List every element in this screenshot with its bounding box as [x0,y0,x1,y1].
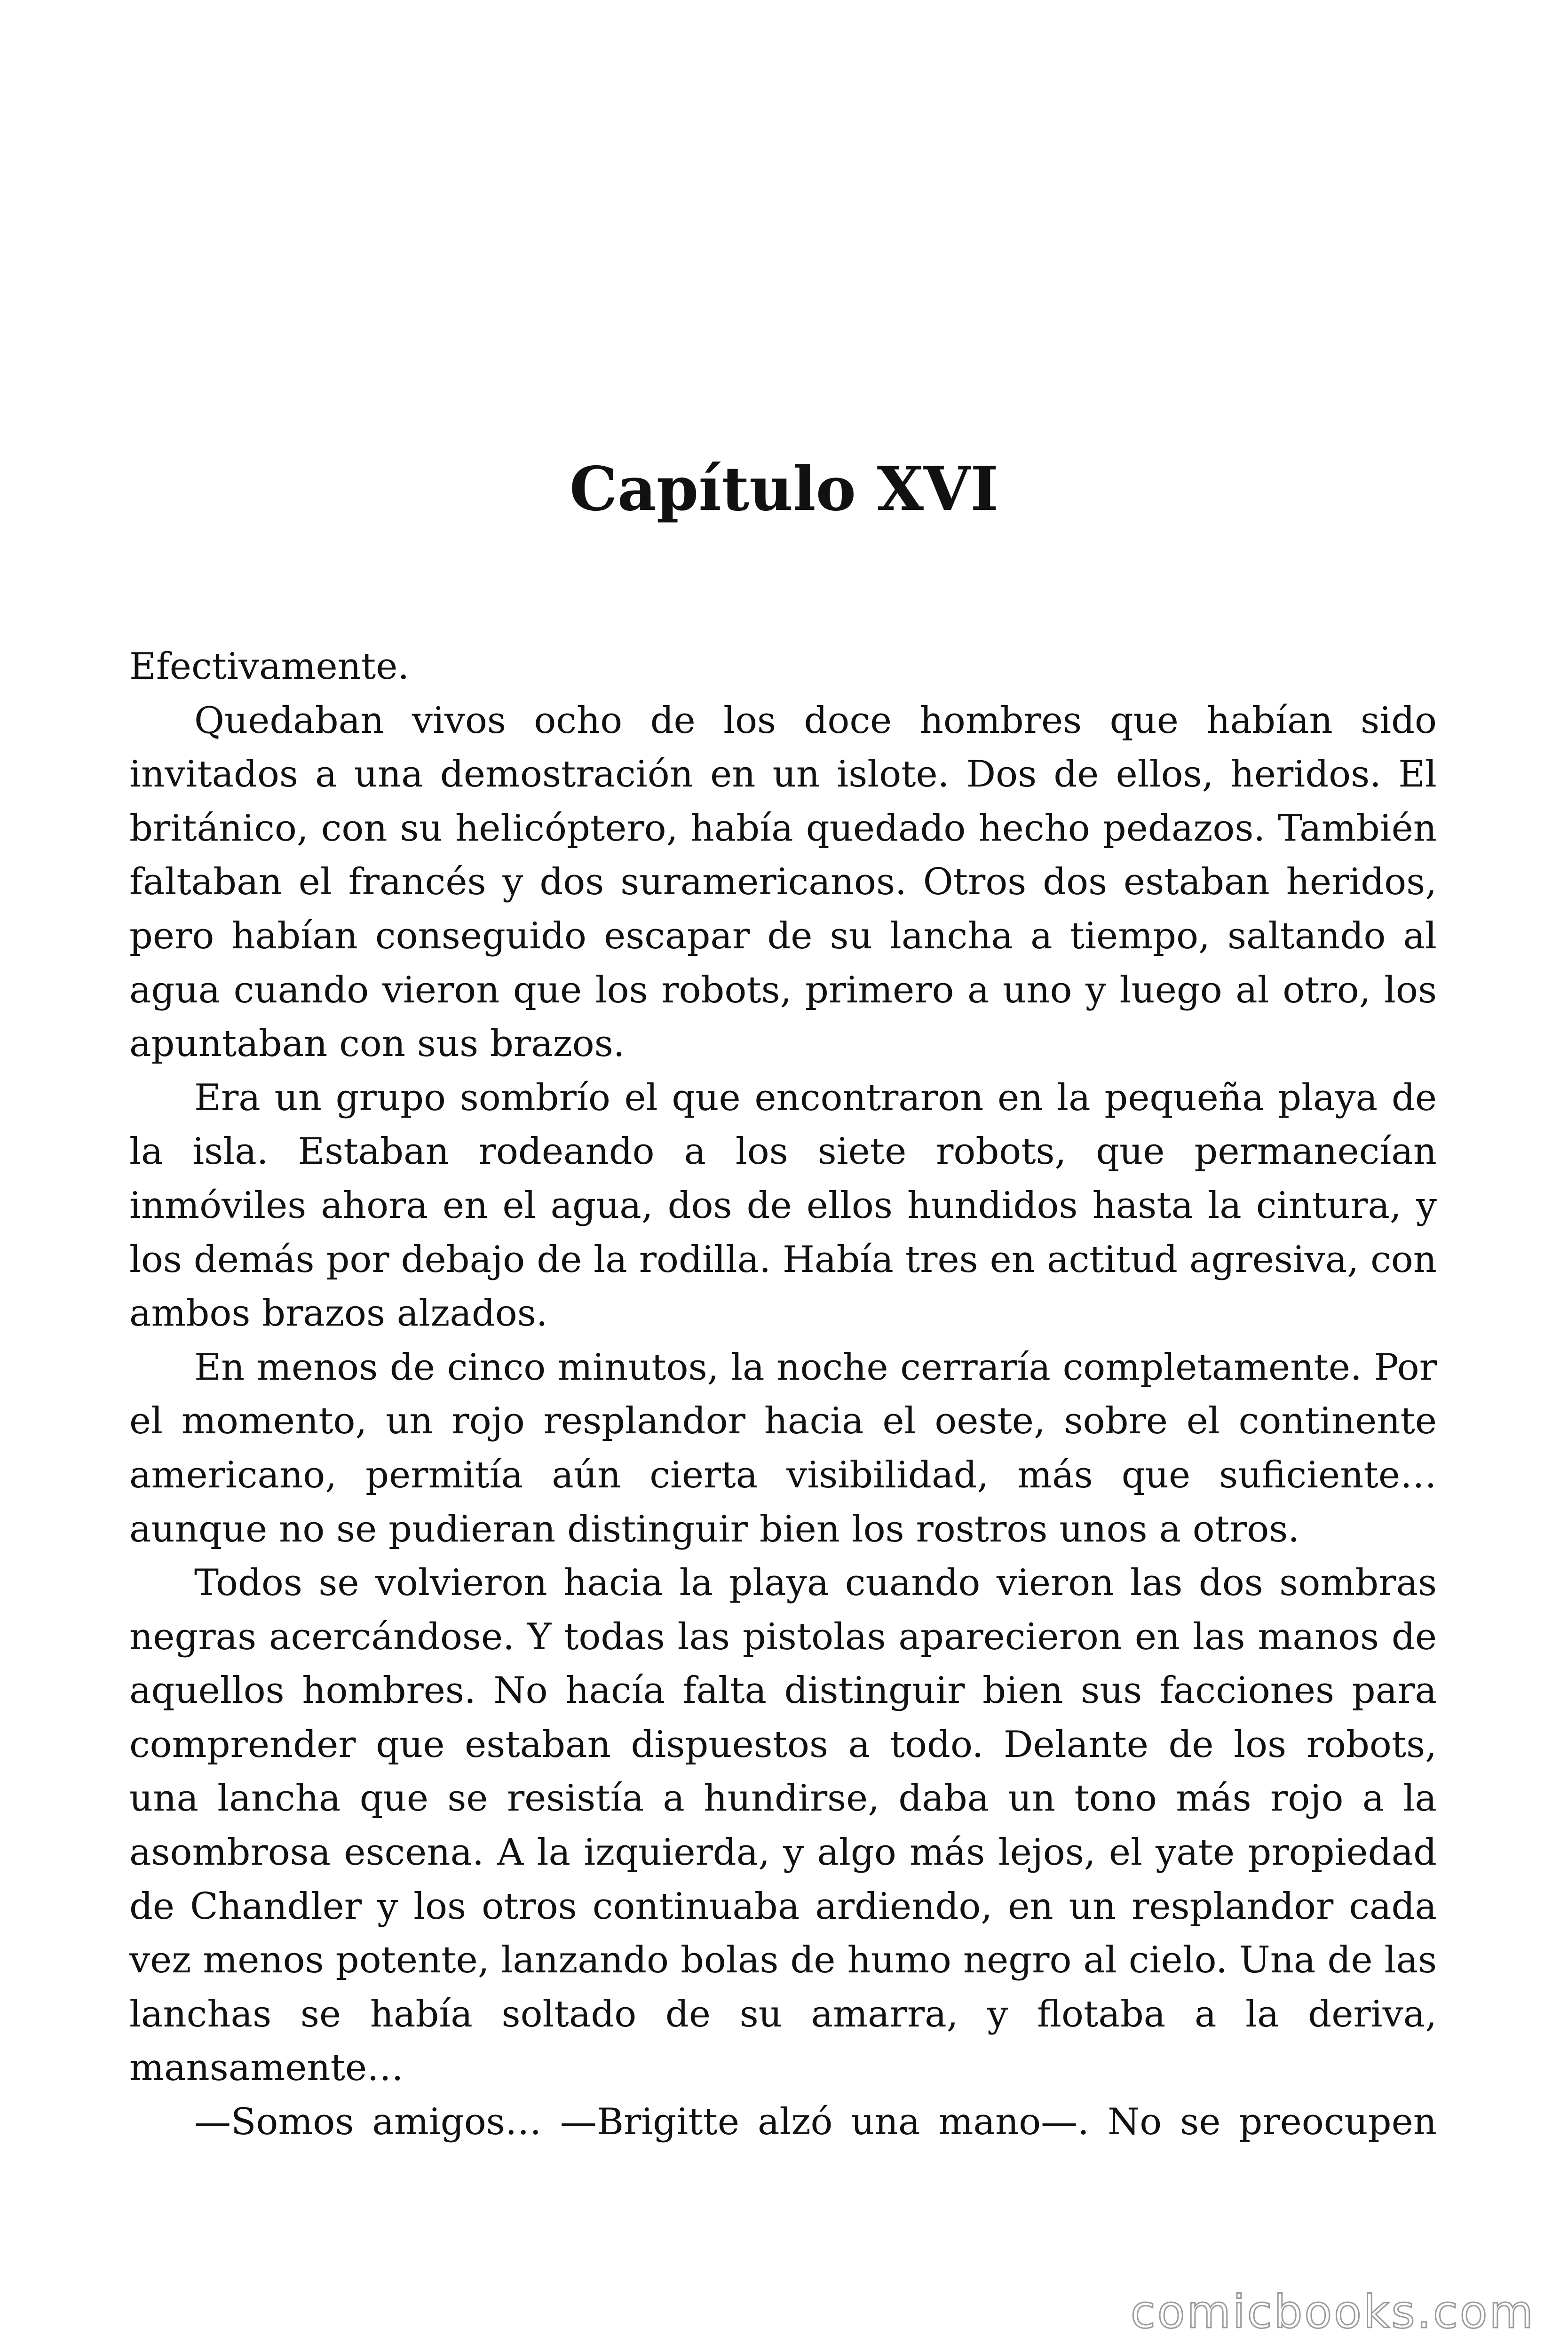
paragraph-3: Era un grupo sombrío el que encontraron en la pequeña playa de la isla. Estaban rodeando a los siete robots, que permanecían inmóviles ahora en el agua, dos de ellos hundidos hasta la cintura, y los demás por debajo de la rodilla. Había tres en actitud agresiva, con ambos brazos alzados. [129,1076,1437,1335]
chapter-title: Capítulo XVI [569,454,999,524]
paragraph-2: Quedaban vivos ocho de los doce hombres que habían sido invitados a una demostración en un islote. Dos de ellos, heridos. El británico, con su helicóptero, había quedado hecho pedazos. También faltaban el francés y dos suramericanos. Otros dos estaban heridos, pero habían conseguido escapar de su lancha a tiempo, saltando al agua cuando vieron que los robots, primero a uno y luego al otro, los apuntaban con sus brazos. [129,699,1437,1065]
paragraph-4: En menos de cinco minutos, la noche cerraría completamente. Por el momento, un rojo resplandor hacia el oeste, sobre el continente americano, permitía aún cierta visibilidad, más que suficiente… aunque no se pudieran distinguir bien los rostros unos a otros. [129,1346,1437,1550]
paragraph-5: Todos se volvieron hacia la playa cuando vieron las dos sombras negras acercándose. Y todas las pistolas aparecieron en las manos de aquellos hombres. No hacía falta distinguir bien sus facciones para comprender que estaban dispuestos a todo. Delante de los robots, una lancha que se resistía a hundirse, daba un tono más rojo a la asombrosa escena. A la izquierda, y algo más lejos, el yate propiedad de Chandler y los otros continuaba ardiendo, en un resplandor cada vez menos potente, lanzando bolas de humo negro al cielo. Una de las lanchas se había soltado de su amarra, y flotaba a la deriva, mansamente… [129,1562,1437,2090]
paragraph-6: —Somos amigos… —Brigitte alzó una mano—. No se preocupen [194,2101,1437,2144]
chapter-body [129,640,1437,2149]
paragraph-1: Efectivamente. [129,645,410,688]
watermark-text: comicbooks.com [1130,2286,1535,2338]
